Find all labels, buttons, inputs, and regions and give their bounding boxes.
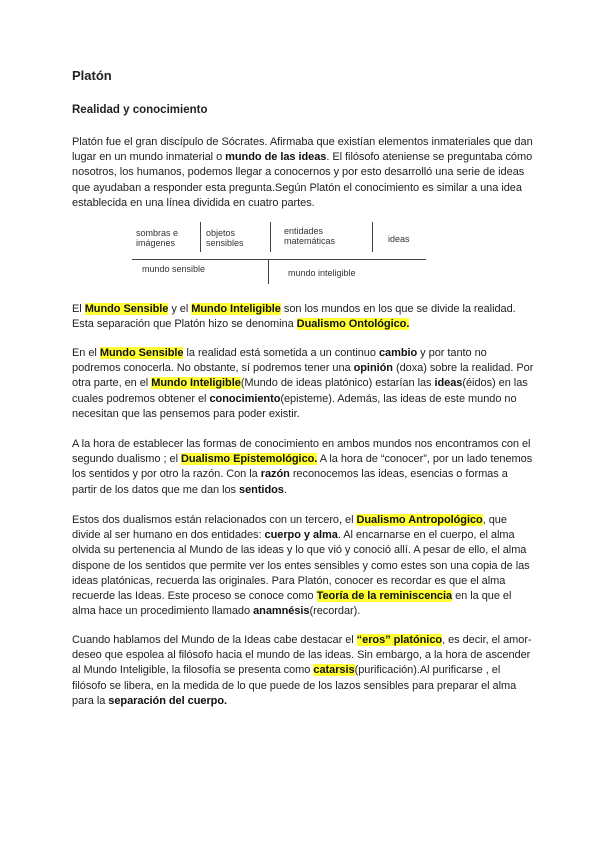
document-title: Platón	[72, 68, 112, 83]
text-run: (Mundo de ideas platónico) estarían las	[240, 377, 435, 390]
text-run: (éidos) en las cuales podremos obtener el	[72, 377, 528, 405]
diagram-label-ideas: ideas	[388, 234, 410, 244]
highlighted-term: Mundo Sensible	[84, 303, 169, 315]
text-run: Cuando hablamos del Mundo de la Ideas cabe destacar el	[72, 634, 357, 646]
bold-term: separación del cuerpo.	[108, 694, 228, 707]
text-run: El	[72, 303, 85, 315]
text-run: .	[283, 483, 287, 496]
bold-term: anamnésis	[253, 605, 310, 618]
paragraph-antropologico	[72, 513, 534, 619]
text-run: . El filósofo ateniense se preguntaba cómo nosotros, los humanos, podemos llegar a conocernos y por esto desarrolló una serie de ideas que ayudaban a responder esta pregunta.Según Platón el conocimiento es similar a una idea establecida en una línea dividida en cuatro partes.	[72, 151, 533, 209]
bold-term: conocimiento	[209, 392, 281, 405]
text-run: . Al encarnarse en el cuerpo, el alma olvida su pertenencia al Mundo de las ideas y lo que vió y conoció allí. A pesar de ello, el alma dispone de los sentidos que permite ver los entes sensibles y como estes son una copia de las ideas platónicas, recuerda las originales. Para Platón, conocer es recordar es que el alma recuerde las Ideas. Este proceso se conoce como	[72, 529, 530, 603]
text-run: Platón fue el gran discípulo de Sócrates. Afirmaba que existían elementos inmateriales que dan lugar en un mundo inmaterial o	[72, 136, 533, 164]
bold-term: opinión	[353, 362, 393, 375]
highlighted-term: Teoría de la reminiscencia	[316, 590, 453, 603]
text-run: A la hora de “conocer”, por un lado tenemos los sentidos y por otro la razón. Con la	[72, 453, 533, 481]
highlighted-term: Dualismo Antropológico	[356, 514, 483, 526]
paragraph-intro	[72, 135, 534, 211]
diagram-divider	[268, 260, 269, 284]
text-run: Estos dos dualismos están relacionados con un tercero, el	[72, 514, 357, 526]
highlighted-term: Dualismo Ontológico.	[296, 318, 410, 331]
text-run: y por tanto no podremos conocerla. No obstante, sí podremos tener una	[72, 347, 487, 375]
bold-term: cambio	[378, 347, 418, 359]
diagram-label-objetos: objetos sensibles	[206, 228, 244, 248]
text-run: son los mundos en los que se divide la realidad. Esta separación que Platón hizo se denomina	[72, 303, 516, 331]
text-run: A la hora de establecer las formas de conocimiento en ambos mundos nos encontramos con el segundo dualismo ; el	[72, 438, 531, 466]
diagram-divider	[270, 222, 271, 252]
diagram-label-mundo-sensible: mundo sensible	[142, 264, 206, 274]
text-run: la realidad está sometida a un continuo	[183, 347, 379, 359]
text-run: , es decir, el amor-deseo que espolea al filósofo hacia el mundo de las ideas. Sin embargo, a la hora de ascender al Mundo Inteligible, la filosofía se presenta como	[72, 634, 532, 677]
diagram-label-mundo-inteligible: mundo inteligible	[288, 268, 356, 278]
text-run: y el	[168, 303, 192, 315]
text-run: en la que el alma hace un procedimiento llamado	[72, 590, 512, 618]
bold-term: razón	[260, 468, 290, 481]
divided-line-diagram	[132, 220, 428, 286]
diagram-horizontal-line	[132, 259, 426, 260]
highlighted-term: Mundo Inteligible	[191, 303, 281, 315]
bold-term: mundo de las ideas	[225, 151, 327, 164]
highlighted-term: “eros” platónico	[356, 634, 443, 646]
text-run: (purificación).Al purificarse , el filósofo se libera, en la medida de lo que puede de los lazos sensibles para preparar el alma para la	[72, 664, 517, 707]
bold-term: cuerpo y alma	[264, 529, 338, 542]
diagram-divider	[372, 222, 373, 252]
diagram-divider	[200, 222, 201, 252]
text-run: reconocemos las ideas, esencias o formas a partir de los datos que me dan los	[72, 468, 508, 496]
diagram-label-sombras: sombras e imágenes	[136, 228, 179, 248]
highlighted-term: Mundo Inteligible	[151, 377, 241, 390]
highlighted-term: Dualismo Epistemológico.	[180, 453, 318, 466]
text-run: En el	[72, 347, 100, 359]
paragraph-mundo-sensible	[72, 346, 534, 422]
paragraph-mundos	[72, 302, 534, 332]
paragraph-epistemologico	[72, 437, 534, 498]
bold-term: ideas	[434, 377, 463, 390]
section-subtitle: Realidad y conocimiento	[72, 104, 208, 116]
paragraph-eros	[72, 633, 534, 709]
text-run: (doxa) sobre la realidad. Por otra parte, en el	[72, 362, 534, 390]
diagram-label-entidades: entidades matemáticas	[284, 226, 336, 246]
text-run: (episteme). Además, las ideas de este mundo no necesitan que las pensemos para poder existir.	[72, 392, 517, 420]
bold-term: sentidos	[239, 483, 284, 496]
text-run: (recordar).	[309, 605, 361, 618]
text-run: , que divide al ser humano en dos entidades:	[72, 514, 507, 542]
highlighted-term: Mundo Sensible	[99, 347, 184, 359]
highlighted-term: catarsis	[313, 664, 355, 677]
